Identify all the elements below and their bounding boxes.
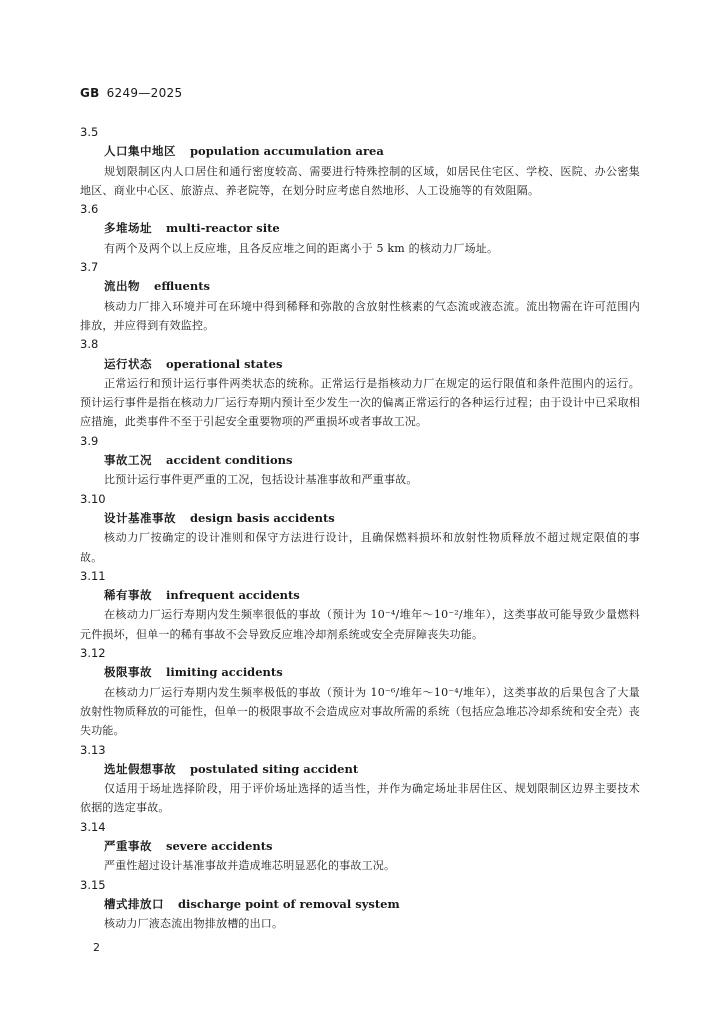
- terms-list: [80, 123, 640, 933]
- term-english: operational states: [166, 356, 283, 371]
- term-english: infrequent accidents: [166, 588, 300, 603]
- term-chinese: 槽式排放口: [104, 896, 164, 911]
- term-definition: 严重性超过设计基准事故并造成堆芯明显恶化的事故工况。: [104, 859, 396, 873]
- term-entry-3-12: [80, 644, 640, 740]
- term-heading: [80, 663, 640, 682]
- term-chinese: 极限事故: [104, 665, 152, 680]
- term-entry-3-9: [80, 432, 640, 490]
- term-entry-3-14: [80, 818, 640, 876]
- term-english: multi-reactor site: [166, 221, 280, 236]
- term-number: 3.6: [80, 202, 99, 217]
- term-definition: 规划限制区内人口居住和通行密度较高、需要进行特殊控制的区域，如居民住宅区、学校、医院、办公密集地区、商业中心区、旅游点、养老院等，在划分时应考虑自然地形、人工设施等的有效阻隔。: [80, 164, 640, 197]
- term-chinese: 多堆场址: [104, 221, 152, 236]
- term-heading: [80, 760, 640, 779]
- term-heading: [80, 895, 640, 914]
- term-english: limiting accidents: [166, 665, 283, 680]
- term-entry-3-7: [80, 258, 640, 335]
- term-chinese: 选址假想事故: [104, 761, 176, 776]
- term-number: 3.14: [80, 819, 106, 834]
- term-definition: 核动力厂排入环境并可在环境中得到稀释和弥散的含放射性核素的气态流或液态流。流出物需在许可范围内排放，并应得到有效监控。: [80, 299, 640, 332]
- term-chinese: 严重事故: [104, 838, 152, 853]
- term-english: population accumulation area: [190, 144, 384, 159]
- term-chinese: 设计基准事故: [104, 510, 176, 525]
- term-entry-3-11: [80, 567, 640, 644]
- term-number: 3.7: [80, 260, 99, 275]
- term-chinese: 稀有事故: [104, 588, 152, 603]
- term-definition: 有两个及两个以上反应堆，且各反应堆之间的距离小于 5 km 的核动力厂场址。: [104, 241, 499, 255]
- term-definition: 比预计运行事件更严重的工况，包括设计基准事故和严重事故。: [104, 473, 418, 487]
- term-english: design basis accidents: [190, 510, 335, 525]
- term-heading: [80, 509, 640, 528]
- term-heading: [80, 586, 640, 605]
- term-number: 3.11: [80, 568, 106, 583]
- term-entry-3-13: [80, 741, 640, 818]
- term-definition: 核动力厂液态流出物排放槽的出口。: [104, 917, 284, 931]
- page-number: 2: [93, 941, 100, 954]
- term-heading: [80, 219, 640, 238]
- term-english: effluents: [154, 279, 210, 294]
- term-heading: [80, 355, 640, 374]
- term-definition: 核动力厂按确定的设计准则和保守方法进行设计，且确保燃料损坏和放射性物质释放不超过规定限值的事故。: [80, 531, 640, 564]
- term-entry-3-15: [80, 876, 640, 934]
- term-english: accident conditions: [166, 453, 293, 468]
- term-number: 3.12: [80, 646, 106, 661]
- term-entry-3-6: [80, 200, 640, 258]
- term-number: 3.15: [80, 877, 106, 892]
- standard-header: [80, 86, 182, 100]
- term-definition: 仅适用于场址选择阶段，用于评价场址选择的适当性，并作为确定场址非居住区、规划限制区边界主要技术依据的选定事故。: [80, 782, 640, 815]
- term-heading: [80, 837, 640, 856]
- term-entry-3-5: [80, 123, 640, 200]
- standard-code: GB: [80, 86, 100, 100]
- term-english: postulated siting accident: [190, 761, 359, 776]
- term-number: 3.8: [80, 337, 99, 352]
- term-number: 3.10: [80, 491, 106, 506]
- term-chinese: 流出物: [104, 279, 140, 294]
- term-number: 3.5: [80, 125, 99, 139]
- term-number: 3.9: [80, 433, 99, 448]
- term-english: discharge point of removal system: [178, 896, 400, 911]
- term-chinese: 运行状态: [104, 356, 152, 371]
- term-chinese: 事故工况: [104, 453, 152, 468]
- term-definition: 在核动力厂运行寿期内发生频率极低的事故（预计为 10⁻⁶/堆年～10⁻⁴/堆年），这类事故的后果包含了大量放射性物质释放的可能性，但单一的极限事故不会造成应对事故所需的系统（包括应急堆芯冷却系统和安全壳）丧失功能。: [80, 685, 640, 738]
- term-english: severe accidents: [166, 838, 273, 853]
- term-chinese: 人口集中地区: [104, 144, 176, 159]
- term-heading: [80, 451, 640, 470]
- term-entry-3-8: [80, 335, 640, 431]
- term-definition: 在核动力厂运行寿期内发生频率很低的事故（预计为 10⁻⁴/堆年～10⁻²/堆年），这类事故可能导致少量燃料元件损坏，但单一的稀有事故不会导致反应堆冷却剂系统或安全壳屏障丧失功能。: [80, 608, 640, 641]
- term-heading: [80, 277, 640, 296]
- standard-number: 6249—2025: [106, 86, 183, 100]
- term-entry-3-10: [80, 490, 640, 567]
- term-definition: 正常运行和预计运行事件两类状态的统称。正常运行是指核动力厂在规定的运行限值和条件范围内的运行。预计运行事件是指在核动力厂运行寿期内预计至少发生一次的偏离正常运行的各种运行过程；由于设计中已采取相应措施，此类事件不至于引起安全重要物项的严重损坏或者事故工况。: [80, 376, 640, 429]
- term-number: 3.13: [80, 742, 106, 757]
- term-heading: [80, 142, 640, 161]
